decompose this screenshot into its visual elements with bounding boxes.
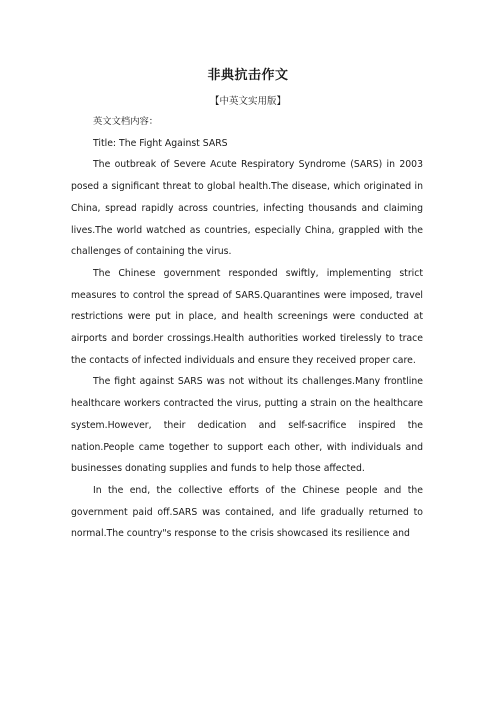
document-subtitle: 【中英文实用版】 (209, 96, 286, 107)
document-body (71, 111, 423, 545)
intro-label: 英文文档内容： (93, 116, 159, 127)
document-title: 非典抗击作文 (207, 68, 289, 83)
paragraph: The fight against SARS was not without its challenges.Many frontline healthcare workers contracted the virus, putting a strain on the healthcare system.However, their dedication and self-sacrifice inspired the nation.People came together to support each other, with individuals and businesses donating supplies and funds to help those affected. (71, 376, 423, 475)
paragraph: The outbreak of Severe Acute Respiratory Syndrome (SARS) in 2003 posed a significant threat to global health.The disease, which originated in China, spread rapidly across countries, infecting thousands and claiming lives.The world watched as countries, especially China, grappled with the challenges of containing the virus. (71, 159, 423, 258)
paragraph: In the end, the collective efforts of the Chinese people and the government paid off.SARS was contained, and life gradually returned to normal.The country"s response to the crisis showcased its resilience and (71, 484, 423, 540)
essay-title: Title: The Fight Against SARS (93, 137, 228, 149)
paragraph: The Chinese government responded swiftly, implementing strict measures to control the spread of SARS.Quarantines were imposed, travel restrictions were put in place, and health screenings were conducted at airports and border crossings.Health authorities worked tirelessly to trace the contacts of infected individuals and ensure they received proper care. (71, 267, 423, 366)
